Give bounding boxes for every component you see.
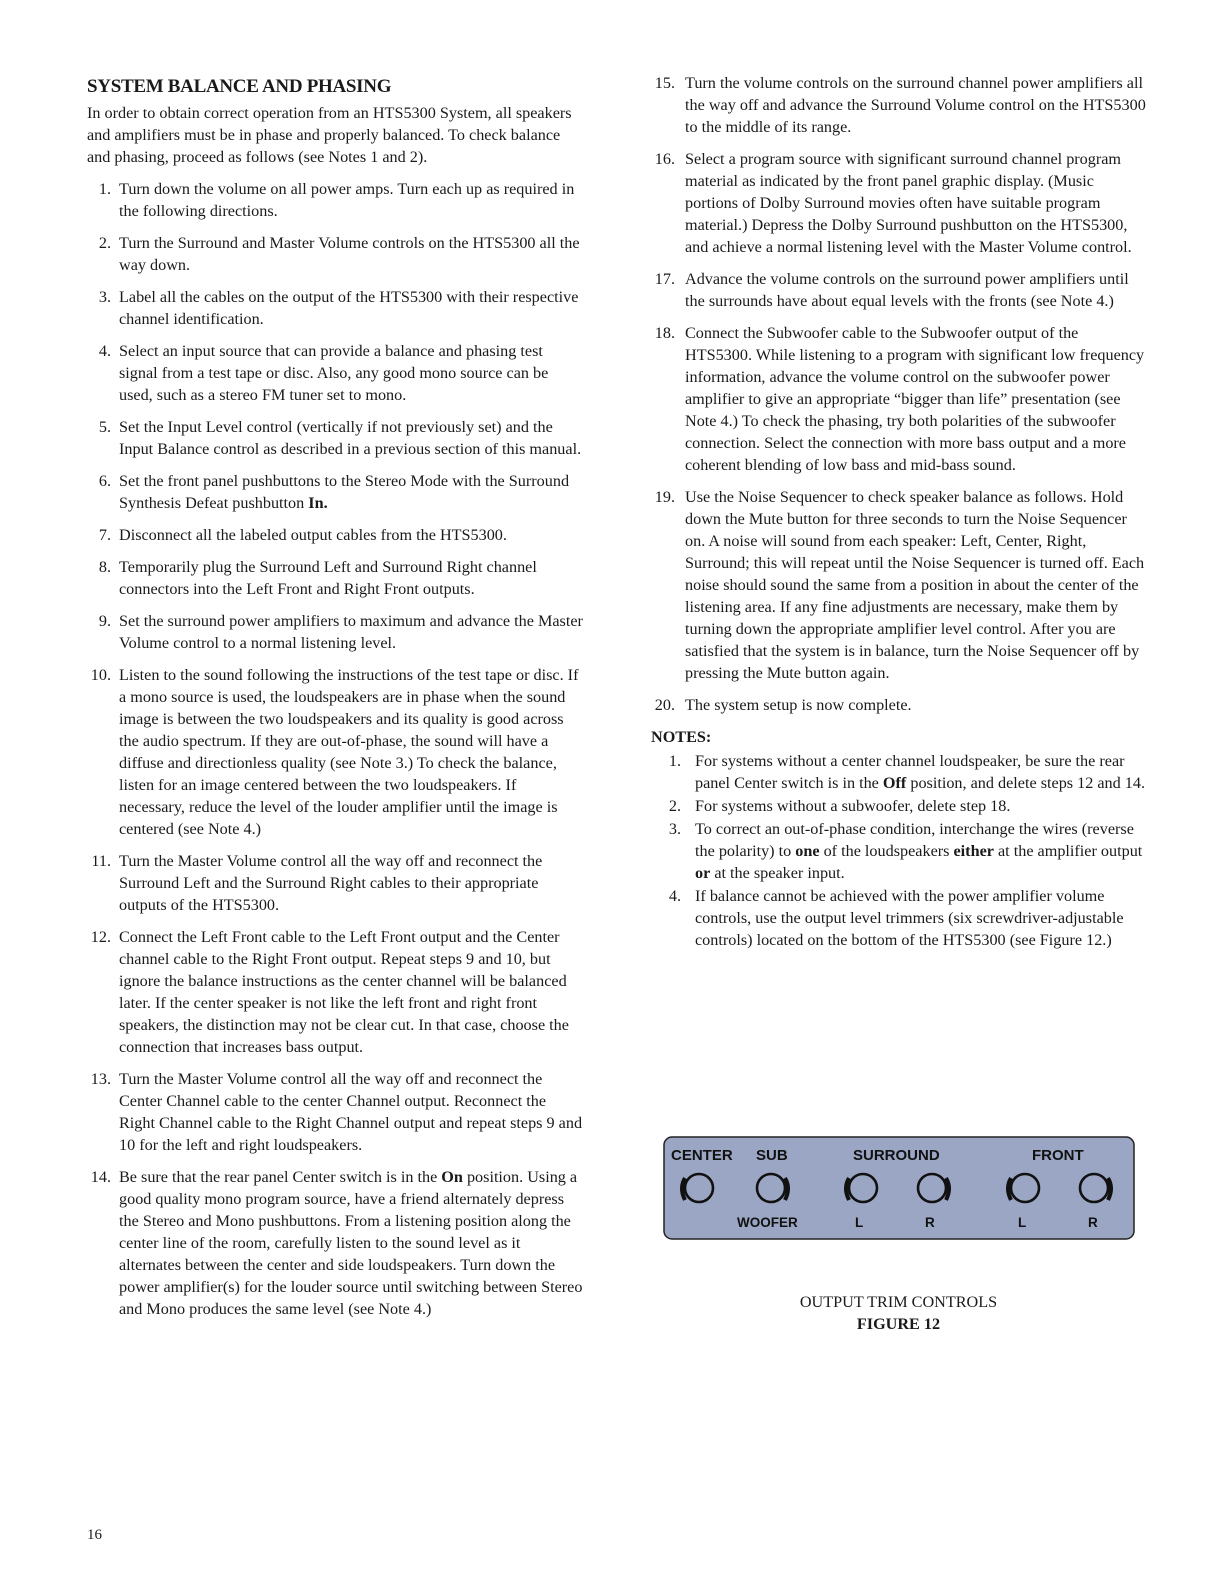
step-number: 2. bbox=[98, 234, 111, 252]
step-18 bbox=[651, 322, 1146, 476]
label-front-l: L bbox=[1018, 1215, 1027, 1230]
step-text: Turn the Master Volume control all the way off and reconnect the Surround Left and the Surround Right cables to their appropriate outputs of the HTS5300. bbox=[119, 852, 543, 914]
note-text: If balance cannot be achieved with the power amplifier volume controls, use the output level trimmers (six screwdriver-adjustable controls) located on the bottom of the HTS5300 (see Figure 12.) bbox=[695, 887, 1124, 949]
label-front-r: R bbox=[1088, 1215, 1098, 1230]
note-2 bbox=[651, 795, 1146, 817]
note-text-2: of the loudspeakers bbox=[819, 842, 954, 860]
step-text: Turn the Surround and Master Volume controls on the HTS5300 all the way down. bbox=[119, 234, 580, 274]
step-17 bbox=[651, 268, 1146, 312]
note-text: For systems without a center channel loudspeaker, be sure the rear panel Center switch is in the bbox=[695, 752, 1125, 792]
step-number: 11. bbox=[91, 852, 111, 870]
note-text-3: at the amplifier output bbox=[993, 842, 1143, 860]
step-number: 13. bbox=[90, 1070, 111, 1088]
note-number: 4. bbox=[668, 887, 681, 905]
note-bold-or: or bbox=[695, 864, 711, 882]
step-number: 8. bbox=[98, 558, 111, 576]
step-number: 1. bbox=[98, 180, 111, 198]
step-text: Turn the Master Volume control all the way off and reconnect the Center Channel cable to the center Channel output. Reconnect the Right Channel cable to the Right Channel output and repeat steps 9 and 10 for the left and right loudspeakers. bbox=[119, 1070, 583, 1154]
left-column bbox=[87, 72, 585, 1330]
step-bold-text: In. bbox=[308, 494, 328, 512]
label-surround-r: R bbox=[925, 1215, 935, 1230]
notes-heading: NOTES: bbox=[651, 728, 712, 746]
step-2 bbox=[87, 232, 585, 276]
step-1 bbox=[87, 178, 585, 222]
step-text: Use the Noise Sequencer to check speaker balance as follows. Hold down the Mute button for three seconds to turn the Noise Sequencer on. A noise will sound from each speaker: Left, Center, Right, Surround; this will repeat until the Noise Sequencer is turned off. Each noise should sound the same from a position in about the center of the listening area. If any fine adjustments are necessary, make them by turning down the appropriate amplifier level control. After you are satisfied that the system is in balance, turn the Noise Sequencer off by pressing the Mute button again. bbox=[685, 488, 1145, 682]
note-1 bbox=[651, 750, 1146, 794]
label-surround-l: L bbox=[855, 1215, 864, 1230]
step-text: Turn the volume controls on the surround channel power amplifiers all the way off and advance the Surround Volume control on the HTS5300 to the middle of its range. bbox=[685, 74, 1146, 136]
note-text-continued: position, and delete steps 12 and 14. bbox=[906, 774, 1146, 792]
step-bold-text: On bbox=[441, 1168, 463, 1186]
step-9 bbox=[87, 610, 585, 654]
right-column bbox=[651, 72, 1146, 952]
step-13 bbox=[87, 1068, 585, 1156]
step-text: Temporarily plug the Surround Left and Surround Right channel connectors into the Left Front and Right Front outputs. bbox=[119, 558, 537, 598]
step-4 bbox=[87, 340, 585, 406]
step-7 bbox=[87, 524, 585, 546]
step-text: Set the Input Level control (vertically if not previously set) and the Input Balance control as described in a previous section of this manual. bbox=[119, 418, 582, 458]
note-3 bbox=[651, 818, 1146, 884]
step-10 bbox=[87, 664, 585, 840]
step-number: 7. bbox=[98, 526, 111, 544]
step-text: Label all the cables on the output of the HTS5300 with their respective channel identification. bbox=[119, 288, 579, 328]
step-16 bbox=[651, 148, 1146, 258]
step-6 bbox=[87, 470, 585, 514]
step-text: Listen to the sound following the instructions of the test tape or disc. If a mono source is used, the loudspeakers are in phase when the sound image is between the two loudspeakers and its quality is good across the audio spectrum. If they are out-of-phase, the sound will have a diffuse and directionless quality (see Note 3.) To check the balance, listen for an image centered between the two loudspeakers. If necessary, reduce the level of the louder amplifier until the image is centered (see Note 4.) bbox=[119, 666, 579, 838]
step-text: Select a program source with significant surround channel program material as indicated by the front panel graphic display. (Music portions of Dolby Surround movies often have suitable program material.) Depress the Dolby Surround pushbutton on the HTS5300, and achieve a normal listening level with the Master Volume control. bbox=[685, 150, 1132, 256]
step-text: Turn down the volume on all power amps. Turn each up as required in the following directions. bbox=[119, 180, 575, 220]
step-number: 14. bbox=[90, 1168, 111, 1186]
output-trim-controls-figure bbox=[663, 1136, 1135, 1240]
step-11 bbox=[87, 850, 585, 916]
note-bold-one: one bbox=[795, 842, 820, 860]
step-number: 5. bbox=[98, 418, 111, 436]
step-text: Connect the Subwoofer cable to the Subwoofer output of the HTS5300. While listening to a program with significant low frequency information, advance the volume control on the subwoofer power amplifier to give an appropriate “bigger than life” presentation (see Note 4.) To check the phasing, try both polarities of the subwoofer connection. Select the connection with more bass output and a more coherent blending of low bass and mid-bass sound. bbox=[685, 324, 1145, 474]
step-3 bbox=[87, 286, 585, 330]
step-number: 15. bbox=[654, 74, 675, 92]
step-number: 19. bbox=[654, 488, 675, 506]
step-number: 10. bbox=[90, 666, 111, 684]
label-surround: SURROUND bbox=[853, 1147, 940, 1164]
step-number: 12. bbox=[90, 928, 111, 946]
step-20 bbox=[651, 694, 1146, 716]
step-text: Set the surround power amplifiers to maximum and advance the Master Volume control to a normal listening level. bbox=[119, 612, 583, 652]
label-sub: SUB bbox=[756, 1147, 788, 1164]
step-text: The system setup is now complete. bbox=[685, 696, 912, 714]
step-number: 9. bbox=[98, 612, 111, 630]
step-number: 6. bbox=[98, 472, 111, 490]
section-title: SYSTEM BALANCE AND PHASING bbox=[87, 76, 392, 97]
step-number: 17. bbox=[654, 270, 675, 288]
page-number: 16 bbox=[87, 1527, 102, 1543]
right-steps-list bbox=[651, 72, 1146, 716]
figure-caption: OUTPUT TRIM CONTROLS bbox=[799, 1293, 998, 1311]
step-text: Select an input source that can provide a balance and phasing test signal from a test tape or disc. Also, any good mono source can be used, such as a stereo FM tuner set to mono. bbox=[119, 342, 549, 404]
step-14 bbox=[87, 1166, 585, 1320]
label-center: CENTER bbox=[671, 1147, 733, 1164]
step-15 bbox=[651, 72, 1146, 138]
left-steps-list bbox=[87, 178, 585, 1320]
step-text-continued: position. Using a good quality mono program source, have a friend alternately depress the Stereo and Mono pushbuttons. From a listening position along the center line of the room, carefully listen to the sound level as it alternates between the center and side loudspeakers. Turn down the power amplifier(s) for the louder source until switching between Stereo and Mono produces the same level (see Note 4.) bbox=[119, 1168, 583, 1318]
step-19 bbox=[651, 486, 1146, 684]
note-bold-text: Off bbox=[882, 774, 907, 792]
step-number: 3. bbox=[98, 288, 111, 306]
step-text: Connect the Left Front cable to the Left Front output and the Center channel cable to the Right Front output. Repeat steps 9 and 10, but ignore the balance instructions as the center channel will be balanced later. If the center speaker is not like the left front and right front speakers, the distinction may not be clear cut. In that case, choose the connection that increases bass output. bbox=[119, 928, 569, 1056]
note-text: For systems without a subwoofer, delete step 18. bbox=[695, 797, 1011, 815]
notes-list bbox=[651, 750, 1146, 951]
step-text: Set the front panel pushbuttons to the Stereo Mode with the Surround Synthesis Defeat pushbutton bbox=[119, 472, 570, 512]
step-12 bbox=[87, 926, 585, 1058]
label-front: FRONT bbox=[1032, 1147, 1084, 1164]
note-number: 2. bbox=[668, 797, 681, 815]
note-text: To correct an out-of-phase condition, interchange the wires (reverse the polarity) to bbox=[695, 820, 1134, 860]
label-woofer: WOOFER bbox=[737, 1215, 798, 1230]
intro-paragraph: In order to obtain correct operation from an HTS5300 System, all speakers and amplifiers must be in phase and properly balanced. To check balance and phasing, proceed as follows (see Notes 1 and 2). bbox=[87, 104, 572, 166]
step-text: Disconnect all the labeled output cables from the HTS5300. bbox=[119, 526, 507, 544]
step-number: 20. bbox=[654, 696, 675, 714]
step-number: 18. bbox=[654, 324, 675, 342]
step-number: 4. bbox=[98, 342, 111, 360]
step-8 bbox=[87, 556, 585, 600]
step-5 bbox=[87, 416, 585, 460]
note-4 bbox=[651, 885, 1146, 951]
note-text-4: at the speaker input. bbox=[710, 864, 845, 882]
step-text: Advance the volume controls on the surround power amplifiers until the surrounds have about equal levels with the fronts (see Note 4.) bbox=[685, 270, 1129, 310]
figure-number: FIGURE 12 bbox=[856, 1315, 941, 1333]
step-text: Be sure that the rear panel Center switch is in the bbox=[119, 1168, 442, 1186]
note-number: 1. bbox=[668, 752, 681, 770]
step-number: 16. bbox=[654, 150, 675, 168]
note-bold-either: either bbox=[953, 842, 994, 860]
note-number: 3. bbox=[668, 820, 681, 838]
